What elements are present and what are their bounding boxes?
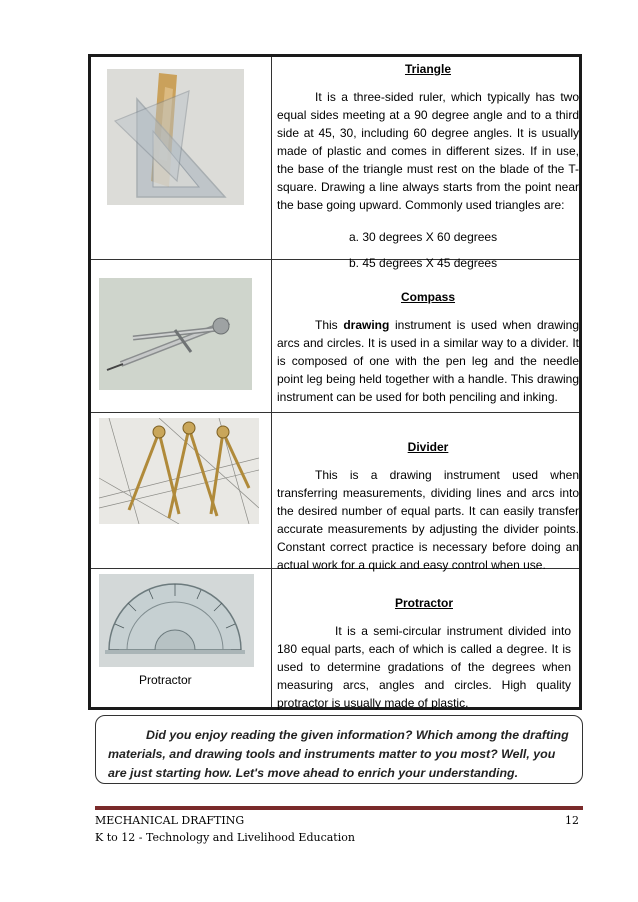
table-row-triangle xyxy=(91,57,579,270)
callout-text: Did you enjoy reading the given information? Which among the drafting materials, and drawing tools and instruments matter to you most? Well, you are just starting how. Let's move ahead to enrich your understanding. xyxy=(108,728,569,780)
section-title: Protractor xyxy=(394,596,453,610)
table-row-divider xyxy=(91,413,579,572)
section-paragraph: It is a semi-circular instrument divided into 180 equal parts, each of which is called a degree. It is used to determine gradations of the degrees when measuring arcs, angles and circles. High quality protractor is usually made of plastic. xyxy=(277,624,571,710)
table-row-protractor xyxy=(91,569,579,710)
protractor-photo xyxy=(99,574,254,667)
image-caption: Protractor xyxy=(139,673,192,687)
divider-photo xyxy=(99,418,259,524)
footer-course-title: MECHANICAL DRAFTING xyxy=(95,814,245,827)
section-paragraph: This is a drawing instrument used when transferring measurements, dividing lines and arcs into the desired number of equal parts. It can easily transfer accurate measurements by adjusting the divider points. Constant correct practice is necessary before doing an actual work for a quick and easy control when use. xyxy=(277,468,579,572)
footer-rule xyxy=(95,806,583,810)
callout-box xyxy=(95,715,583,784)
protractor-text-cell xyxy=(277,594,571,712)
section-paragraph: It is a three-sided ruler, which typically has two equal sides meeting at a 90 degree angle and to a third side at 45, 30, including 60 degree angles. It is usually made of plastic and comes in different sizes. If in use, the base of the triangle must rest on the blade of the T-square. Drawing a line always starts from the point near the base going upward. Commonly used triangles are: xyxy=(277,90,579,212)
compass-photo xyxy=(99,278,252,390)
divider-text-cell xyxy=(277,438,579,574)
triangle-text-cell xyxy=(277,60,579,276)
table-row-compass xyxy=(91,260,579,413)
list-item: b. 45 degrees X 45 degrees xyxy=(349,256,498,270)
instruments-table xyxy=(88,54,582,710)
list-item: a. 30 degrees X 60 degrees xyxy=(349,230,498,244)
compass-text-cell xyxy=(277,288,579,406)
section-title: Divider xyxy=(407,440,449,454)
section-title: Triangle xyxy=(404,62,451,76)
footer-program-title: K to 12 - Technology and Livelihood Education xyxy=(95,831,355,844)
triangle-photo xyxy=(107,69,244,205)
page-footer xyxy=(95,812,583,846)
page-number: 12 xyxy=(565,814,579,827)
section-paragraph: This drawing instrument is used when drawing arcs and circles. It is used in a similar way to a divider. It is composed of one with the pen leg and the needle point leg being held together with a handle. This drawing instrument can be used for both penciling and inking. xyxy=(277,318,579,404)
section-title: Compass xyxy=(400,290,456,304)
